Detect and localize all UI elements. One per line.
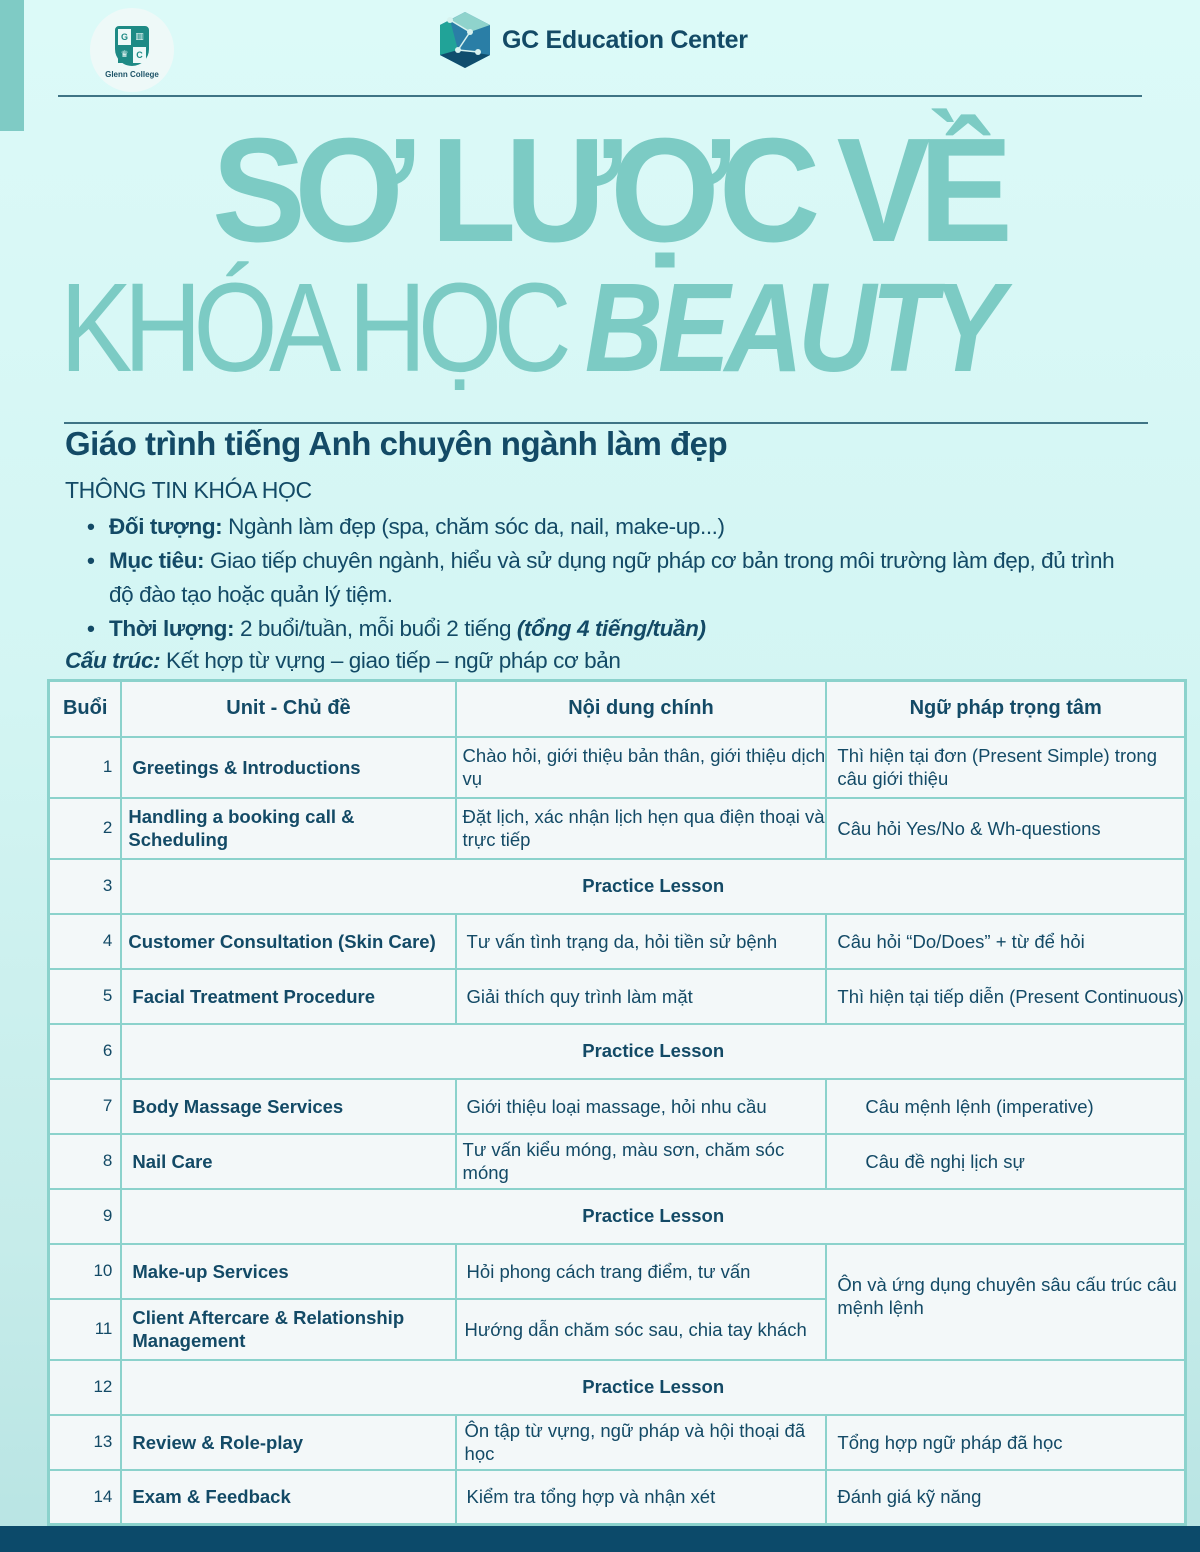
syllabus-table — [47, 679, 1187, 1526]
main-content: Hỏi phong cách trang điểm, tư vấn — [456, 1244, 827, 1299]
session-number: 4 — [49, 914, 122, 969]
table-row — [49, 969, 1186, 1024]
grammar-focus: Ôn và ứng dụng chuyên sâu cấu trúc câu mệnh lệnh — [826, 1244, 1185, 1360]
grammar-focus: Tổng hợp ngữ pháp đã học — [826, 1415, 1185, 1470]
session-number: 14 — [49, 1470, 122, 1525]
grammar-focus: Đánh giá kỹ năng — [826, 1470, 1185, 1525]
session-number: 7 — [49, 1079, 122, 1134]
header-content: Nội dung chính — [456, 681, 827, 737]
brand-header — [436, 8, 748, 72]
glenn-college-logo — [90, 8, 174, 92]
info-label: Thời lượng: — [109, 616, 235, 641]
table-row — [49, 798, 1186, 859]
main-content: Ôn tập từ vựng, ngữ pháp và hội thoại đã học — [456, 1415, 827, 1470]
header-session: Buổi — [49, 681, 122, 737]
info-item-goal — [109, 544, 1119, 612]
practice-lesson: Practice Lesson — [121, 1024, 1185, 1079]
shield-icon — [115, 26, 149, 66]
unit-title: Client Aftercare & Relationship Management — [121, 1299, 455, 1360]
session-number: 8 — [49, 1134, 122, 1189]
session-number: 6 — [49, 1024, 122, 1079]
shield-quadrant: C — [133, 47, 146, 63]
divider — [58, 95, 1142, 97]
session-number: 3 — [49, 859, 122, 914]
grammar-focus: Câu hỏi “Do/Does” + từ để hỏi — [826, 914, 1185, 969]
session-number: 9 — [49, 1189, 122, 1244]
info-text: Giao tiếp chuyên ngành, hiểu và sử dụng ngữ pháp cơ bản trong môi trường làm đẹp, đủ trình độ đào tạo hoặc quản lý tiệm. — [109, 548, 1115, 607]
unit-title: Nail Care — [121, 1134, 455, 1189]
hero-title-regular: KHÓA HỌC — [60, 257, 585, 398]
unit-title: Greetings & Introductions — [121, 737, 455, 798]
unit-title: Facial Treatment Procedure — [121, 969, 455, 1024]
hero-title-accent: BEAUTY — [584, 257, 1000, 398]
glenn-college-label: Glenn College — [105, 69, 159, 79]
table-row — [49, 1244, 1186, 1299]
session-number: 1 — [49, 737, 122, 798]
hero-title-line1: SƠ LƯỢC VỀ — [212, 108, 1002, 273]
info-emphasis: (tổng 4 tiếng/tuần) — [516, 616, 706, 641]
structure-label: Cấu trúc: — [65, 648, 161, 673]
grammar-focus: Câu hỏi Yes/No & Wh-questions — [826, 798, 1185, 859]
main-content: Tư vấn kiểu móng, màu sơn, chăm sóc móng — [456, 1134, 827, 1189]
table-row — [49, 1079, 1186, 1134]
info-label: Mục tiêu: — [109, 548, 205, 573]
info-item-audience — [109, 510, 1119, 544]
shield-quadrant: ♛ — [118, 47, 131, 63]
main-content: Tư vấn tình trạng da, hỏi tiền sử bệnh — [456, 914, 827, 969]
grammar-focus: Thì hiện tại tiếp diễn (Present Continuous) — [826, 969, 1185, 1024]
gc-hexagon-logo-icon — [436, 10, 494, 70]
unit-title: Body Massage Services — [121, 1079, 455, 1134]
table-row-practice — [49, 1024, 1186, 1079]
info-item-duration — [109, 612, 1119, 646]
hero-title-line2 — [60, 257, 1000, 398]
divider — [64, 422, 1148, 424]
unit-title: Make-up Services — [121, 1244, 455, 1299]
session-number: 5 — [49, 969, 122, 1024]
info-text: Ngành làm đẹp (spa, chăm sóc da, nail, make-up...) — [222, 514, 725, 539]
unit-title: Exam & Feedback — [121, 1470, 455, 1525]
unit-title: Customer Consultation (Skin Care) — [121, 914, 455, 969]
main-content: Kiểm tra tổng hợp và nhận xét — [456, 1470, 827, 1525]
structure-text: Kết hợp từ vựng – giao tiếp – ngữ pháp cơ bản — [160, 648, 621, 673]
session-number: 10 — [49, 1244, 122, 1299]
header-unit: Unit - Chủ đề — [121, 681, 455, 737]
session-number: 12 — [49, 1360, 122, 1415]
shield-quadrant: G — [118, 29, 131, 45]
grammar-focus: Thì hiện tại đơn (Present Simple) trong câu giới thiệu — [826, 737, 1185, 798]
main-content: Hướng dẫn chăm sóc sau, chia tay khách — [456, 1299, 827, 1360]
table-row-practice — [49, 1189, 1186, 1244]
shield-quadrant: ▥ — [133, 29, 146, 45]
brand-name: GC Education Center — [502, 25, 748, 54]
table-row-practice — [49, 859, 1186, 914]
table-row — [49, 1415, 1186, 1470]
session-number: 13 — [49, 1415, 122, 1470]
page-subtitle: Giáo trình tiếng Anh chuyên ngành làm đẹp — [65, 425, 728, 462]
footer-band — [0, 1526, 1200, 1552]
practice-lesson: Practice Lesson — [121, 1360, 1185, 1415]
table-row — [49, 1470, 1186, 1525]
unit-title: Review & Role-play — [121, 1415, 455, 1470]
hero-title — [0, 105, 1200, 405]
main-content: Chào hỏi, giới thiệu bản thân, giới thiệu dịch vụ — [456, 737, 827, 798]
grammar-focus: Câu mệnh lệnh (imperative) — [826, 1079, 1185, 1134]
unit-title: Handling a booking call & Scheduling — [121, 798, 455, 859]
main-content: Đặt lịch, xác nhận lịch hẹn qua điện thoại và trực tiếp — [456, 798, 827, 859]
course-structure — [65, 648, 621, 674]
table-row — [49, 914, 1186, 969]
table-header-row — [49, 681, 1186, 737]
practice-lesson: Practice Lesson — [121, 1189, 1185, 1244]
session-number: 2 — [49, 798, 122, 859]
info-text: 2 buổi/tuần, mỗi buổi 2 tiếng — [234, 616, 517, 641]
course-info-heading: THÔNG TIN KHÓA HỌC — [65, 477, 312, 503]
grammar-focus: Câu đề nghị lịch sự — [826, 1134, 1185, 1189]
info-label: Đối tượng: — [109, 514, 223, 539]
table-row-practice — [49, 1360, 1186, 1415]
practice-lesson: Practice Lesson — [121, 859, 1185, 914]
main-content: Giới thiệu loại massage, hỏi nhu cầu — [456, 1079, 827, 1134]
table-row — [49, 737, 1186, 798]
course-info-list — [109, 510, 1119, 646]
table-row — [49, 1134, 1186, 1189]
main-content: Giải thích quy trình làm mặt — [456, 969, 827, 1024]
header-grammar: Ngữ pháp trọng tâm — [826, 681, 1185, 737]
session-number: 11 — [49, 1299, 122, 1360]
